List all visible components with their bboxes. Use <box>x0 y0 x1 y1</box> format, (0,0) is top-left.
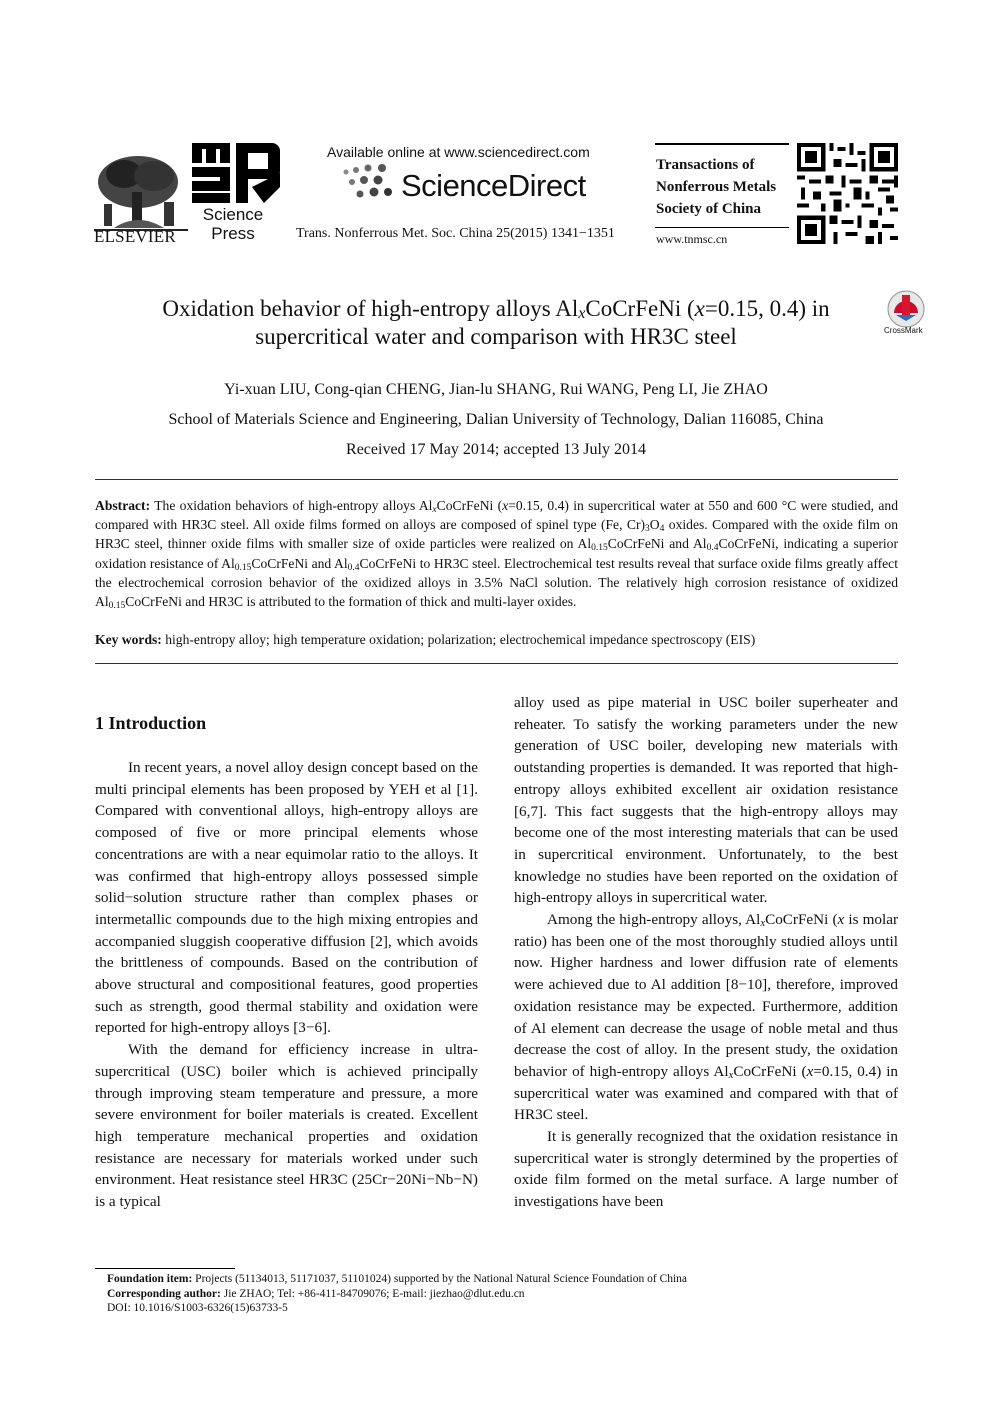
title-part-b: CoCrFeNi ( <box>585 296 695 321</box>
abstract-top-rule <box>95 479 898 480</box>
article-title <box>110 295 882 351</box>
sciencedirect-wordmark: ScienceDirect <box>401 168 586 203</box>
title-variable-x: x <box>694 296 705 321</box>
corresponding-text: Jie ZHAO; Tel: +86-411-84709076; E-mail: jiezhao@dlut.edu.cn <box>223 1287 525 1300</box>
foundation-item <box>107 1272 897 1287</box>
abstract: Abstract: The oxidation behaviors of high-entropy alloys $Al_xCoCrFeNi$ (x=0.15, 0.4) in supercritical water at 550 and 600 °C were studied, and compared with HR3C steel. All oxide films formed on alloys are composed of spinel type (Fe, $Cr)_3O_4$ oxides. Compared with the oxide film on HR3C steel, thinner oxide films with smaller size of oxide particles were realized on $Al_{0.15}CoCrFeNi$ and $Al_{0.4}CoCrFeNi$, indicating a superior oxidation resistance of $Al_{0.15}CoCrFeNi$ and $Al_{0.4}CoCrFeNi$ to HR3C steel. Electrochemical test results reveal that surface oxide films greatly affect the electrochemical corrosion behavior of the oxidized alloys in 3.5% NaCl solution. The relatively high corrosion resistance of oxidized $Al_{0.15}CoCrFeNi$ and HR3C is attributed to the formation of thick and multi-layer oxides. <box>95 498 899 612</box>
elsevier-wordmark: ELSEVIER <box>94 227 176 246</box>
keywords-label: Key words: <box>95 632 162 647</box>
title-line-1 <box>110 295 882 323</box>
foundation-label: Foundation item: <box>107 1273 193 1285</box>
body-column-right <box>514 692 898 1213</box>
paragraph: alloy used as pipe material in USC boiler superheater and reheater. To satisfy the working parameters under the new generation of USC boiler, developing new materials with outstanding properties is demanded. It was reported that high-entropy alloys exhibited excellent air oxidation resistance [6,7]. This fact suggests that the high-entropy alloys may become one of the most interesting materials that can be used in supercritical environment. Unfortunately, to the best knowledge no studies have been reported on the oxidation of high-entropy alloys in supercritical water. <box>514 694 898 907</box>
body-column-left <box>95 757 478 1213</box>
title-subscript-x: x <box>578 305 586 322</box>
journal-name-line1: Transactions of <box>656 157 755 173</box>
paragraph: In recent years, a novel alloy design concept based on the multi principal elements has been proposed by YEH et al [1]. Compared with conventional alloys, high-entropy alloys are composed of five or more principal elements whose concentrations are with a near equimolar ratio to the alloys. It was confirmed that high-entropy alloys possessed simple solid−solution structure rather than complex phases or intermetallic compounds due to the high mixing entropies and accompanied sluggish cooperative diffusion [2], which avoids the brittleness of compounds. Based on the contribution of above structural and compositional features, good properties such as strength, good thermal stability and oxidation were reported for high-entropy alloys [3−6]. <box>95 759 478 1037</box>
affiliation: School of Materials Science and Engineering, Dalian University of Technology, Dalian 116085, China <box>168 411 824 428</box>
journal-name-line3: Society of China <box>656 201 761 217</box>
science-press-line2: Press <box>211 224 255 243</box>
sciencedirect-dots-icon <box>342 164 394 202</box>
keywords-list: high-entropy alloy; high temperature oxidation; polarization; electrochemical impedance spectroscopy (EIS) <box>165 632 756 647</box>
title-part-a: Oxidation behavior of high-entropy alloys Al <box>162 296 579 321</box>
corresponding-author <box>107 1287 897 1302</box>
doi[interactable]: DOI: 10.1016/S1003-6326(15)63733-5 <box>107 1302 288 1314</box>
title-line-2: supercritical water and comparison with HR3C steel <box>255 324 737 349</box>
keywords <box>95 630 898 649</box>
journal-top-rule <box>655 143 789 145</box>
title-part-c: =0.15, 0.4) in <box>704 296 830 321</box>
foundation-text: Projects (51134013, 51171037, 51101024) supported by the National Natural Science Foundation of China <box>195 1273 688 1285</box>
section-heading-introduction: 1 Introduction <box>95 713 207 733</box>
paragraph: With the demand for efficiency increase in ultra-supercritical (USC) boiler which is achieved principally through improving steam temperature and pressure, a more severe environment for boiler materials is created. Excellent high temperature mechanical properties and oxidation resistance are necessary for materials worked under such environment. Heat resistance steel HR3C (25Cr−20Ni−Nb−N) is a typical <box>95 1041 478 1211</box>
science-press-logo <box>192 143 280 205</box>
journal-url: www.tnmsc.cn <box>656 232 728 246</box>
corresponding-label: Corresponding author: <box>107 1287 221 1300</box>
paragraph: Among the high-entropy alloys, $Al_xCoCrFeNi$ (x is molar ratio) has been one of the most thoroughly studied alloys until now. Higher hardness and lower diffusion rate of elements were achieved due to Al addition [8−10], therefore, improved oxidation resistance may be expected. Furthermore, addition of Al element can decrease the usage of noble metal and thus decrease the cost of alloy. In the present study, the oxidation behavior of high-entropy alloys $Al_xCoCrFeNi$ (x=0.15, 0.4) in supercritical water was examined and compared with that of HR3C steel. <box>514 911 899 1124</box>
crossmark-label: CrossMark <box>884 326 923 335</box>
paragraph: It is generally recognized that the oxidation resistance in supercritical water is strongly determined by the properties of oxide film formed on the metal surface. A large number of investigations have been <box>514 1128 898 1211</box>
abstract-label: Abstract: <box>95 498 151 513</box>
received-dates: Received 17 May 2014; accepted 13 July 2014 <box>346 441 646 458</box>
available-online-text: Available online at www.sciencedirect.com <box>327 144 590 160</box>
author-list: Yi-xuan LIU, Cong-qian CHENG, Jian-lu SHANG, Rui WANG, Peng LI, Jie ZHAO <box>224 381 768 398</box>
journal-citation: Trans. Nonferrous Met. Soc. China 25(2015) 1341−1351 <box>296 226 615 241</box>
science-press-line1: Science <box>202 205 264 224</box>
journal-bottom-rule <box>655 227 789 228</box>
footnote-rule <box>95 1268 235 1269</box>
science-press-wordmark <box>198 205 268 243</box>
footnotes <box>107 1272 897 1316</box>
journal-name <box>656 154 776 220</box>
qr-code-icon <box>797 143 898 244</box>
journal-name-line2: Nonferrous Metals <box>656 179 777 195</box>
abstract-bottom-rule <box>95 663 898 664</box>
crossmark-icon[interactable] <box>886 289 926 331</box>
